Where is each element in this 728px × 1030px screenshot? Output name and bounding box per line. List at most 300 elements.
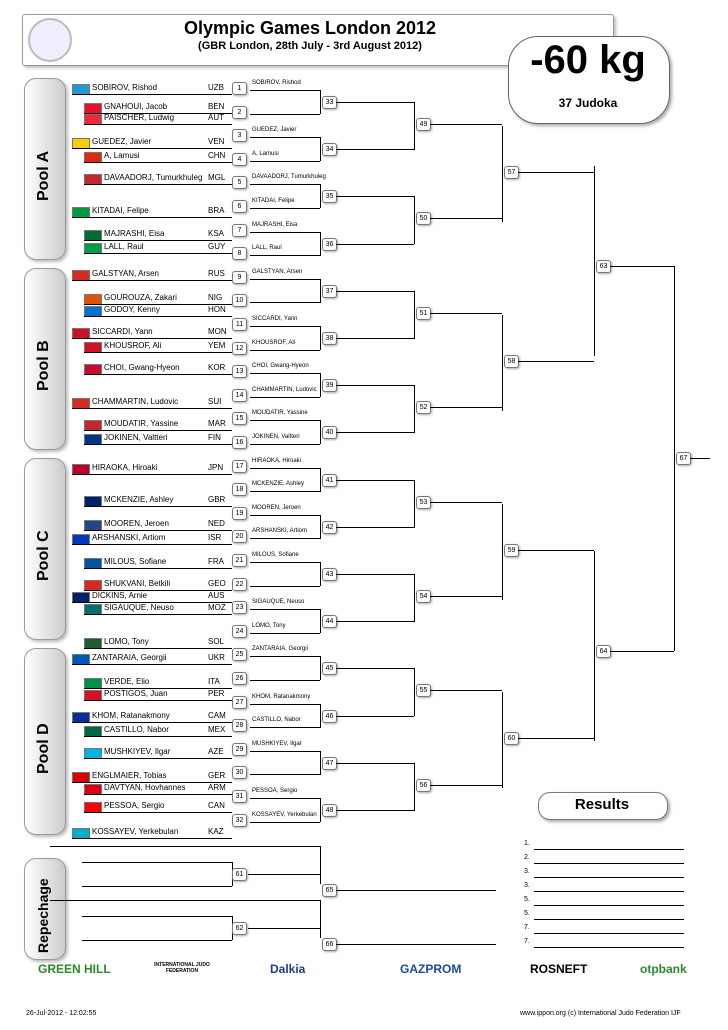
match-number: 62	[232, 922, 247, 935]
sponsor-rosneft-logo: ROSNEFT	[530, 962, 588, 976]
fighter-nation: VEN	[208, 137, 225, 146]
fighter-name: GUEDEZ, Javier	[92, 137, 152, 146]
fighter-name: POSTIGOS, Juan	[104, 689, 168, 698]
match-number: 47	[322, 757, 337, 770]
fighter-row	[84, 676, 244, 688]
bracket-line	[518, 361, 594, 362]
bracket-line	[82, 916, 232, 917]
match-number: 38	[322, 332, 337, 345]
match-number: 43	[322, 568, 337, 581]
fighter-nation: CAM	[208, 711, 226, 720]
bracket-line	[250, 255, 320, 256]
match-number: 50	[416, 212, 431, 225]
fighter-nation: MGL	[208, 173, 226, 182]
bracket-line	[250, 704, 320, 705]
bracket-line	[414, 102, 415, 150]
fighter-nation: RUS	[208, 269, 225, 278]
fighter-nation: MOZ	[208, 603, 226, 612]
match-number: 39	[322, 379, 337, 392]
match-number: 35	[322, 190, 337, 203]
fighter-row	[84, 578, 244, 590]
match-number: 55	[416, 684, 431, 697]
fighter-row	[84, 432, 244, 444]
result-place: 3.	[524, 882, 530, 889]
fighter-nation: BRA	[208, 206, 225, 215]
fighter-name: SHUKVANI, Betkili	[104, 579, 171, 588]
fighter-line	[84, 700, 232, 701]
bracket-line	[248, 928, 320, 929]
fighter-nation: UKR	[208, 653, 225, 662]
fighter-nation: NED	[208, 519, 225, 528]
winner-name: MOUDATIR, Yassine	[252, 410, 308, 417]
winner-name: LALL, Raul	[252, 245, 282, 252]
match-number: 17	[232, 460, 247, 473]
fighter-line	[72, 217, 232, 218]
match-number: 24	[232, 625, 247, 638]
match-number: 44	[322, 615, 337, 628]
bracket-line	[250, 90, 320, 91]
match-number: 32	[232, 814, 247, 827]
result-place: 2.	[524, 854, 530, 861]
fighter-line	[84, 430, 232, 431]
match-number: 29	[232, 743, 247, 756]
fighter-row	[84, 688, 244, 700]
fighter-name: JOKINEN, Valtteri	[104, 433, 168, 442]
bracket-line	[250, 538, 320, 539]
bracket-line	[250, 751, 320, 752]
bracket-line	[320, 846, 321, 884]
fighter-name: MUSHKIYEV, Ilgar	[104, 747, 171, 756]
bracket-line	[414, 291, 415, 339]
fighter-line	[84, 614, 232, 615]
fighter-nation: KSA	[208, 229, 225, 238]
fighter-row	[84, 724, 244, 736]
match-number: 57	[504, 166, 519, 179]
bracket-line	[82, 862, 232, 863]
pool-d-tab	[24, 648, 66, 835]
bracket-line	[430, 218, 502, 219]
fighter-name: MILOUS, Sofiane	[104, 557, 167, 566]
fighter-name: DAVAADORJ, Tumurkhuleg	[104, 173, 203, 182]
bracket-line	[250, 609, 320, 610]
bracket-line	[518, 550, 594, 551]
fighter-row	[72, 652, 232, 664]
fighter-line	[84, 794, 232, 795]
fighter-name: LOMO, Tony	[104, 637, 149, 646]
fighter-name: CHAMMARTIN, Ludovic	[92, 397, 179, 406]
fighter-line	[84, 568, 232, 569]
bracket-line	[518, 172, 594, 173]
fighter-line	[72, 664, 232, 665]
fighter-name: GNAHOUI, Jacob	[104, 102, 168, 111]
match-number: 31	[232, 790, 247, 803]
pool-c-tab	[24, 458, 66, 640]
bracket-line	[430, 407, 502, 408]
match-number: 7	[232, 224, 247, 237]
fighter-name: GOUROUZA, Zakari	[104, 293, 177, 302]
fighter-name: SICCARDI, Yann	[92, 327, 153, 336]
bracket-line	[250, 397, 320, 398]
match-number: 46	[322, 710, 337, 723]
match-number: 9	[232, 271, 247, 284]
winner-name: HIRAOKA, Hiroaki	[252, 457, 302, 464]
result-place: 1.	[524, 840, 530, 847]
bracket-line	[336, 716, 414, 717]
match-number: 20	[232, 530, 247, 543]
fighter-line	[72, 280, 232, 281]
bracket-line	[320, 562, 321, 586]
match-number: 13	[232, 365, 247, 378]
winner-name: JOKINEN, Valtteri	[252, 434, 300, 440]
fighter-name: MCKENZIE, Ashley	[104, 495, 174, 504]
footer-copyright: www.ippon.org (c) International Judo Federation IJF	[520, 1010, 681, 1017]
match-number: 8	[232, 247, 247, 260]
bracket-line	[250, 444, 320, 445]
pool-c-label: Pool C	[35, 530, 52, 581]
fighter-name: ZANTARAIA, Georgii	[92, 653, 167, 662]
pool-d-label: Pool D	[35, 723, 52, 774]
result-line	[534, 863, 684, 864]
match-number: 30	[232, 766, 247, 779]
fighter-line	[72, 94, 232, 95]
bracket-line	[250, 656, 320, 657]
fighter-line	[72, 474, 232, 475]
fighter-row	[84, 494, 244, 506]
fighter-name: DAVTYAN, Hovhannes	[104, 783, 186, 792]
bracket-line	[414, 574, 415, 622]
weight-category: -60 kg	[530, 38, 646, 82]
bracket-line	[250, 798, 320, 799]
bracket-line	[50, 900, 320, 901]
fighter-nation: GUY	[208, 242, 226, 251]
match-number: 63	[596, 260, 611, 273]
bracket-line	[250, 208, 320, 209]
fighter-row	[72, 205, 232, 217]
bracket-line	[336, 668, 414, 669]
bracket-line	[414, 668, 415, 716]
fighter-row	[72, 462, 232, 474]
fighter-line	[84, 648, 232, 649]
match-number: 12	[232, 342, 247, 355]
winner-name: CHOI, Gwang-Hyeon	[252, 363, 309, 370]
match-number: 23	[232, 601, 247, 614]
winner-name: CHAMMARTIN, Ludovic	[252, 386, 317, 393]
bracket-line	[430, 690, 502, 691]
result-line	[534, 877, 684, 878]
fighter-line	[84, 352, 232, 353]
bracket-line	[594, 166, 595, 356]
bracket-line	[336, 244, 414, 245]
bracket-line	[248, 874, 320, 875]
bracket-line	[250, 302, 320, 303]
bracket-line	[674, 266, 675, 651]
bracket-line	[320, 137, 321, 161]
match-number: 33	[322, 96, 337, 109]
fighter-name: GALSTYAN, Arsen	[92, 269, 159, 278]
bracket-line	[336, 810, 414, 811]
fighter-nation: CHN	[208, 151, 226, 160]
sponsor-otpbank-logo: otpbank	[640, 962, 687, 976]
match-number: 27	[232, 696, 247, 709]
winner-name: KOSSAYEV, Yerkebulan	[252, 811, 317, 818]
fighter-name: ARSHANSKI, Artiom	[92, 533, 166, 542]
repechage-tab	[24, 858, 66, 960]
match-number: 11	[232, 318, 247, 331]
winner-name: GALSTYAN, Arsen	[252, 268, 303, 275]
fighter-row	[72, 268, 232, 280]
fighter-row	[72, 532, 232, 544]
match-number: 54	[416, 590, 431, 603]
bracket-line	[690, 458, 710, 459]
winner-name: MAJRASHI, Eisa	[252, 221, 298, 228]
match-number: 22	[232, 578, 247, 591]
fighter-name: KHOUSROF, Ali	[104, 341, 162, 350]
fighter-name: PAISCHER, Ludwig	[104, 113, 175, 122]
sponsor-gazprom-logo: GAZPROM	[400, 962, 462, 976]
bracket-line	[336, 890, 496, 891]
fighter-nation: GEO	[208, 579, 226, 588]
fighter-row	[84, 800, 244, 812]
fighter-line	[72, 544, 232, 545]
fighter-row	[84, 746, 244, 758]
fighter-row	[72, 590, 232, 602]
page-title: Olympic Games London 2012	[183, 18, 437, 38]
fighter-line	[84, 184, 232, 185]
winner-name: SOBIROV, Rishod	[252, 80, 301, 86]
bracket-line	[336, 385, 414, 386]
sponsor-dalkia-logo: Dalkia	[270, 962, 306, 976]
bracket-line	[336, 621, 414, 622]
fighter-name: KOSSAYEV, Yerkebulan	[92, 827, 179, 836]
fighter-name: A, Lamusi	[104, 151, 140, 160]
fighter-line	[84, 374, 232, 375]
bracket-line	[336, 338, 414, 339]
bracket-line	[320, 798, 321, 822]
bracket-line	[518, 738, 594, 739]
fighter-nation: YEM	[208, 341, 226, 350]
result-line	[534, 849, 684, 850]
fighter-name: MOOREN, Jeroen	[104, 519, 169, 528]
fighter-nation: MAR	[208, 419, 226, 428]
winner-name: MCKENZIE, Ashley	[252, 481, 305, 488]
bracket-line	[250, 137, 320, 138]
fighter-nation: FIN	[208, 433, 221, 442]
bracket-line	[250, 161, 320, 162]
match-number: 14	[232, 389, 247, 402]
winner-name: SIGAUQUE, Neuso	[252, 599, 305, 606]
fighter-row	[84, 150, 244, 162]
fighter-nation: MON	[208, 327, 227, 336]
fighter-name: PESSOA, Sergio	[104, 801, 165, 810]
bracket-line	[336, 763, 414, 764]
match-number: 53	[416, 496, 431, 509]
result-line	[534, 933, 684, 934]
fighter-name: CHOI, Gwang-Hyeon	[104, 363, 180, 372]
fighter-nation: CAN	[208, 801, 225, 810]
winner-name: CASTILLO, Nabor	[252, 717, 301, 724]
match-number: 3	[232, 129, 247, 142]
pool-b-tab	[24, 268, 66, 450]
fighter-line	[84, 506, 232, 507]
match-number: 56	[416, 779, 431, 792]
bracket-line	[502, 126, 503, 222]
results-title: Results	[574, 796, 630, 813]
winner-name: PESSOA, Sergio	[252, 788, 298, 794]
result-line	[534, 905, 684, 906]
fighter-line	[84, 812, 232, 813]
bracket-line	[320, 704, 321, 728]
fighter-name: MAJRASHI, Eisa	[104, 229, 165, 238]
match-number: 58	[504, 355, 519, 368]
fighter-row	[72, 826, 232, 838]
bracket-line	[336, 944, 496, 945]
bracket-line	[610, 266, 674, 267]
sponsor-greenhill-logo: GREEN HILL	[38, 962, 111, 976]
winner-name: KHOUSROF, Ali	[252, 339, 296, 346]
bracket-line	[430, 596, 502, 597]
match-number: 60	[504, 732, 519, 745]
winner-name: MILOUS, Sofiane	[252, 552, 299, 558]
bracket-line	[430, 502, 502, 503]
bracket-line	[336, 574, 414, 575]
bracket-line	[250, 350, 320, 351]
match-number: 18	[232, 483, 247, 496]
result-line	[534, 919, 684, 920]
fighter-nation: GBR	[208, 495, 226, 504]
fighter-row	[84, 304, 244, 316]
match-number: 67	[676, 452, 691, 465]
fighter-name: LALL, Raul	[104, 242, 144, 251]
bracket-line	[50, 846, 320, 847]
bracket-line	[320, 515, 321, 539]
bracket-line	[320, 279, 321, 303]
bracket-line	[320, 656, 321, 680]
bracket-line	[250, 373, 320, 374]
fighter-line	[72, 722, 232, 723]
fighter-row	[84, 241, 244, 253]
bracket-line	[430, 124, 502, 125]
bracket-line	[250, 515, 320, 516]
fighter-row	[84, 556, 244, 568]
fighter-row	[84, 782, 244, 794]
match-number: 64	[596, 645, 611, 658]
bracket-line	[336, 527, 414, 528]
match-number: 36	[322, 238, 337, 251]
fighter-name: SIGAUQUE, Neuso	[104, 603, 174, 612]
repechage-label: Repechage	[35, 878, 51, 953]
bracket-line	[502, 692, 503, 788]
result-line	[534, 947, 684, 948]
fighter-nation: AZE	[208, 747, 224, 756]
winner-name: SICCARDI, Yann	[252, 316, 298, 322]
winner-name: MUSHKIYEV, Ilgar	[252, 740, 302, 747]
fighter-row	[84, 292, 244, 304]
fighter-nation: FRA	[208, 557, 224, 566]
fighter-line	[72, 838, 232, 839]
judoka-count: 37 Judoka	[558, 96, 618, 110]
winner-name: LOMO, Tony	[252, 622, 286, 629]
match-number: 25	[232, 648, 247, 661]
match-number: 6	[232, 200, 247, 213]
bracket-line	[250, 633, 320, 634]
result-place: 7.	[524, 924, 530, 931]
pool-a-label: Pool A	[35, 150, 52, 201]
winner-name: GUEDEZ, Javier	[252, 127, 297, 134]
ijf-logo-icon	[28, 18, 72, 62]
bracket-line	[82, 886, 232, 887]
bracket-line	[82, 940, 232, 941]
bracket-line	[250, 232, 320, 233]
match-number: 42	[322, 521, 337, 534]
fighter-row	[72, 326, 232, 338]
match-number: 19	[232, 507, 247, 520]
fighter-line	[72, 408, 232, 409]
match-number: 48	[322, 804, 337, 817]
fighter-name: DICKINS, Arnie	[92, 591, 148, 600]
bracket-line	[414, 480, 415, 528]
fighter-name: KHOM, Ratanakmony	[92, 711, 170, 720]
fighter-nation: UZB	[208, 83, 224, 92]
match-number: 5	[232, 176, 247, 189]
fighter-nation: ARM	[208, 783, 226, 792]
match-number: 52	[416, 401, 431, 414]
fighter-nation: JPN	[208, 463, 224, 472]
fighter-line	[72, 148, 232, 149]
bracket-line	[320, 420, 321, 444]
bracket-line	[250, 586, 320, 587]
bracket-line	[250, 680, 320, 681]
fighter-name: VERDE, Elio	[104, 677, 150, 686]
fighter-nation: HON	[208, 305, 226, 314]
fighter-nation: KOR	[208, 363, 226, 372]
bracket-line	[502, 315, 503, 411]
winner-name: KITADAI, Felipe	[252, 198, 295, 204]
fighter-row	[84, 340, 244, 352]
bracket-line	[250, 184, 320, 185]
fighter-name: HIRAOKA, Hiroaki	[92, 463, 158, 472]
bracket-line	[250, 420, 320, 421]
fighter-nation: AUT	[208, 113, 224, 122]
fighter-nation: MEX	[208, 725, 226, 734]
bracket-line	[250, 326, 320, 327]
match-number: 45	[322, 662, 337, 675]
fighter-row	[72, 82, 232, 94]
fighter-row	[84, 602, 244, 614]
bracket-line	[336, 480, 414, 481]
match-number: 40	[322, 426, 337, 439]
fighter-line	[84, 162, 232, 163]
winner-name: ARSHANSKI, Artiom	[252, 528, 308, 535]
bracket-line	[502, 504, 503, 600]
fighter-row	[84, 518, 244, 530]
match-number: 26	[232, 672, 247, 685]
bracket-line	[250, 491, 320, 492]
bracket-line	[250, 727, 320, 728]
match-number: 34	[322, 143, 337, 156]
fighter-line	[84, 316, 232, 317]
match-number: 15	[232, 412, 247, 425]
match-number: 49	[416, 118, 431, 131]
bracket-line	[250, 562, 320, 563]
bracket-line	[250, 114, 320, 115]
bracket-line	[320, 751, 321, 775]
fighter-nation: BEN	[208, 102, 225, 111]
bracket-line	[250, 774, 320, 775]
fighter-row	[72, 136, 232, 148]
fighter-nation: GER	[208, 771, 226, 780]
fighter-nation: SUI	[208, 397, 222, 406]
bracket-line	[250, 279, 320, 280]
